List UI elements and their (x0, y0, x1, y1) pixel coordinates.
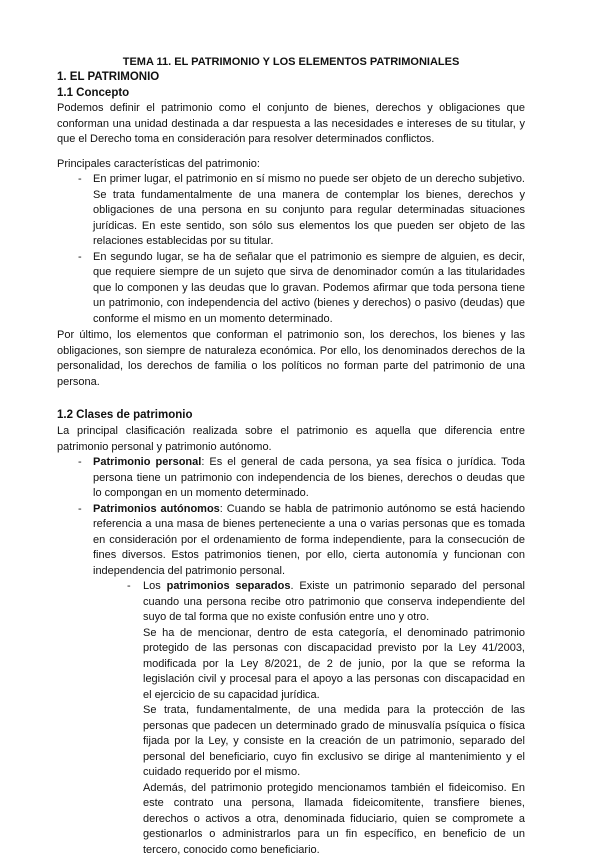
classes-list (57, 455, 525, 858)
term: patrimonios separados (167, 580, 291, 592)
paragraph-clasificacion: La principal clasificación realizada sobre el patrimonio es aquella que diferencia entre patrimonio personal y patrimonio autónomo. (57, 424, 525, 455)
paragraph: Además, del patrimonio protegido mencionamos también el fideicomiso. En este contrato una persona, llamada fideicomitente, transfiere bienes, derechos o activos a otra, denominada fiduciario, quien se compromete a gestionarlos o administrarlos para un fin específico, en beneficio de un tercero, conocido como beneficiario. (143, 781, 525, 858)
list-item: - Patrimonio personal: Es el general de cada persona, ya sea física o jurídica. Toda persona tiene un patrimonio con independencia de los bienes, derechos o deudas que lo compongan en un momento determinado. (57, 455, 525, 502)
heading-1: 1. EL PATRIMONIO (57, 70, 525, 86)
list-item: - En primer lugar, el patrimonio en sí mismo no puede ser objeto de un derecho subjetivo. Se trata fundamentalmente de una manera de contemplar los bienes, derechos y obligaciones de una persona en su conjunto para regular determinadas situaciones jurídicas. En este sentido, son sólo sus elementos los que pueden ser objeto de las relaciones establecidas por su titular. (57, 172, 525, 250)
paragraph: Se ha de mencionar, dentro de esta categoría, el denominado patrimonio protegido de las personas con discapacidad previsto por la Ley 41/2003, modificada por la Ley 8/2021, de 2 de junio, por la que se reforma la legislación civil y procesal para el apoyo a las personas con discapacidad en el ejercicio de su capacidad jurídica. (143, 626, 525, 704)
paragraph-caracteristicas: Principales características del patrimonio: (57, 157, 525, 173)
heading-1-2: 1.2 Clases de patrimonio (57, 408, 525, 424)
sub-list (57, 579, 525, 858)
term: Patrimonio personal (93, 456, 201, 468)
paragraph: Se trata, fundamentalmente, de una medida para la protección de las personas que padecen un determinado grado de minusvalía psíquica o física fijada por la Ley, y consiste en la creación de un patrimonio, separado del personal del beneficiario, cuyo fin exclusivo se dirige al mantenimiento y el cuidado requerido por el mismo. (143, 703, 525, 781)
list-item: - En segundo lugar, se ha de señalar que el patrimonio es siempre de alguien, es decir, que requiere siempre de un sujeto que sirva de denominador común a las titularidades que lo componen y las deudas que lo gravan. Podemos afirmar que toda persona tiene un patrimonio, con independencia del activo (bienes y derechos) o pasivo (deudas) que conforme el mismo en un momento determinado. (57, 250, 525, 328)
list-item: - Patrimonios autónomos: Cuando se habla de patrimonio autónomo se está haciendo referencia a una masa de bienes perteneciente a una o varias personas que es tomada en consideración por el ordenamiento de forma independiente, para la consecución de fines diversos. Estos patrimonios tienen, por ello, cierta autonomía y funcionan con independencia del patrimonio personal. - Los patrimonios separados. Existe un patrimonio separado del personal cuando una persona recibe otro patrimonio que conserva independiente del suyo de tal forma que no existe confusión entre uno y otro. Se ha de mencionar, dentro de esta categoría, el denominado patrimonio protegido de las personas con discapacidad previsto por la Ley 41/2003, modificada por la Ley 8/2021, de 2 de junio, por la que se reforma la legislación civil y procesal para el apoyo a las personas con discapacidad en el ejercicio de su capacidad jurídica. Se trata, fundamentalmente, de una medida para la protección de las personas que padecen un determinado grado de minusvalía psíquica o física fijada por la Ley, y consiste en la creación de un patrimonio, separado del personal del beneficiario, cuyo fin exclusivo se dirige al mantenimiento y el cuidado requerido por el mismo. Además, del patrimonio protegido mencionamos también el fideicomiso. En este contrato una persona, llamada fideicomitente, transfiere bienes, derechos o activos a otra, denominada fiduciario, quien se compromete a gestionarlos o administrarlos para un fin específico, en beneficio de un tercero, conocido como beneficiario. (57, 502, 525, 858)
paragraph-elementos: Por último, los elementos que conforman el patrimonio son, los derechos, los bienes y las obligaciones, son siempre de naturaleza económica. Por ello, los denominados derechos de la personalidad, los derechos de familia o los políticos no forman parte del patrimonio de una persona. (57, 328, 525, 390)
document-title: TEMA 11. EL PATRIMONIO Y LOS ELEMENTOS PATRIMONIALES (57, 55, 525, 71)
heading-1-1: 1.1 Concepto (57, 86, 525, 102)
term: Patrimonios autónomos (93, 503, 220, 515)
list-item: - Los patrimonios separados. Existe un patrimonio separado del personal cuando una persona recibe otro patrimonio que conserva independiente del suyo de tal forma que no existe confusión entre uno y otro. Se ha de mencionar, dentro de esta categoría, el denominado patrimonio protegido de las personas con discapacidad previsto por la Ley 41/2003, modificada por la Ley 8/2021, de 2 de junio, por la que se reforma la legislación civil y procesal para el apoyo a las personas con discapacidad en el ejercicio de su capacidad jurídica. Se trata, fundamentalmente, de una medida para la protección de las personas que padecen un determinado grado de minusvalía psíquica o física fijada por la Ley, y consiste en la creación de un patrimonio, separado del personal del beneficiario, cuyo fin exclusivo se dirige al mantenimiento y el cuidado requerido por el mismo. Además, del patrimonio protegido mencionamos también el fideicomiso. En este contrato una persona, llamada fideicomitente, transfiere bienes, derechos o activos a otra, denominada fiduciario, quien se compromete a gestionarlos o administrarlos para un fin específico, en beneficio de un tercero, conocido como beneficiario. (107, 579, 525, 858)
paragraph-concepto: Podemos definir el patrimonio como el conjunto de bienes, derechos y obligaciones que conforman una unidad destinada a dar respuesta a las necesidades e intereses de su titular, y que el Derecho toma en consideración para resolver determinados conflictos. (57, 101, 525, 148)
characteristics-list (57, 172, 525, 327)
